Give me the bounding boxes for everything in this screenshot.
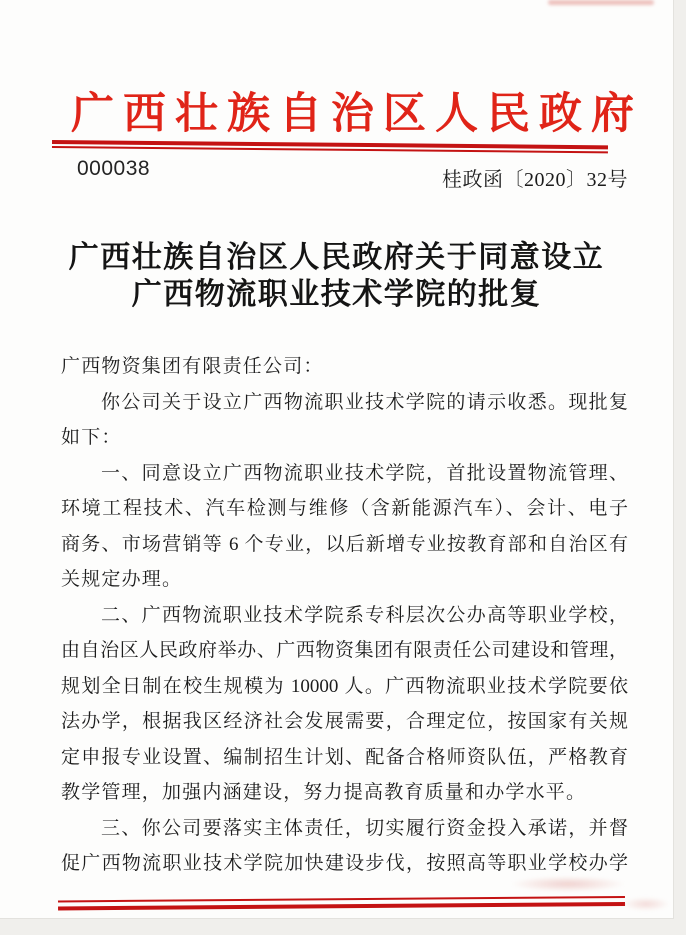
body-line: 法办学，根据我区经济社会发展需要，合理定位，按国家有关规 [61,711,628,732]
document-title-line-1: 广西壮族自治区人民政府关于同意设立 [68,241,605,274]
body-line: 教学管理，加强内涵建设，努力提高教育质量和办学水平。 [61,782,587,803]
document-title [0,239,673,313]
body-line: 如下： [61,427,122,448]
scan-smudge-top [548,0,654,5]
body-line: 规划全日制在校生规模为 10000 人。广西物流职业技术学院要依 [61,675,628,697]
reference-number: 桂政函〔2020〕32号 [442,169,628,191]
body-line: 环境工程技术、汽车检测与维修（含新能源汽车）、会计、电子 [61,498,628,519]
footer-divider [58,896,625,910]
document-title-line-2: 广西物流职业技术学院的批复 [131,278,542,311]
body-line: 二、广西物流职业技术学院系专科层次公办高等职业学校， [101,604,628,626]
body-text [61,349,628,882]
body-line: 促广西物流职业技术学院加快建设步伐，按照高等职业学校办学 [61,853,628,874]
body-line: 广西物资集团有限责任公司： [61,356,324,377]
body-line: 你公司关于设立广西物流职业技术学院的请示收悉。现批复 [101,391,628,413]
body-line: 定申报专业设置、编制招生计划、配备合格师资队伍，严格教育 [61,746,628,768]
scan-smudge-footer-right [622,897,670,911]
body-line: 商务、市场营销等 6 个专业，以后新增专业按教育部和自治区有 [61,533,628,555]
serial-number: 000038 [77,157,151,180]
agency-header-text: 广西壮族自治区人民政府 [71,91,643,138]
body-line: 三、你公司要落实主体责任，切实履行资金投入承诺，并督 [101,817,628,839]
body-line: 关规定办理。 [61,569,183,590]
body-line: 一、同意设立广西物流职业技术学院，首批设置物流管理、 [101,462,628,484]
body-line: 由自治区人民政府举办、广西物资集团有限责任公司建设和管理， [61,640,628,661]
header-divider [52,140,608,153]
